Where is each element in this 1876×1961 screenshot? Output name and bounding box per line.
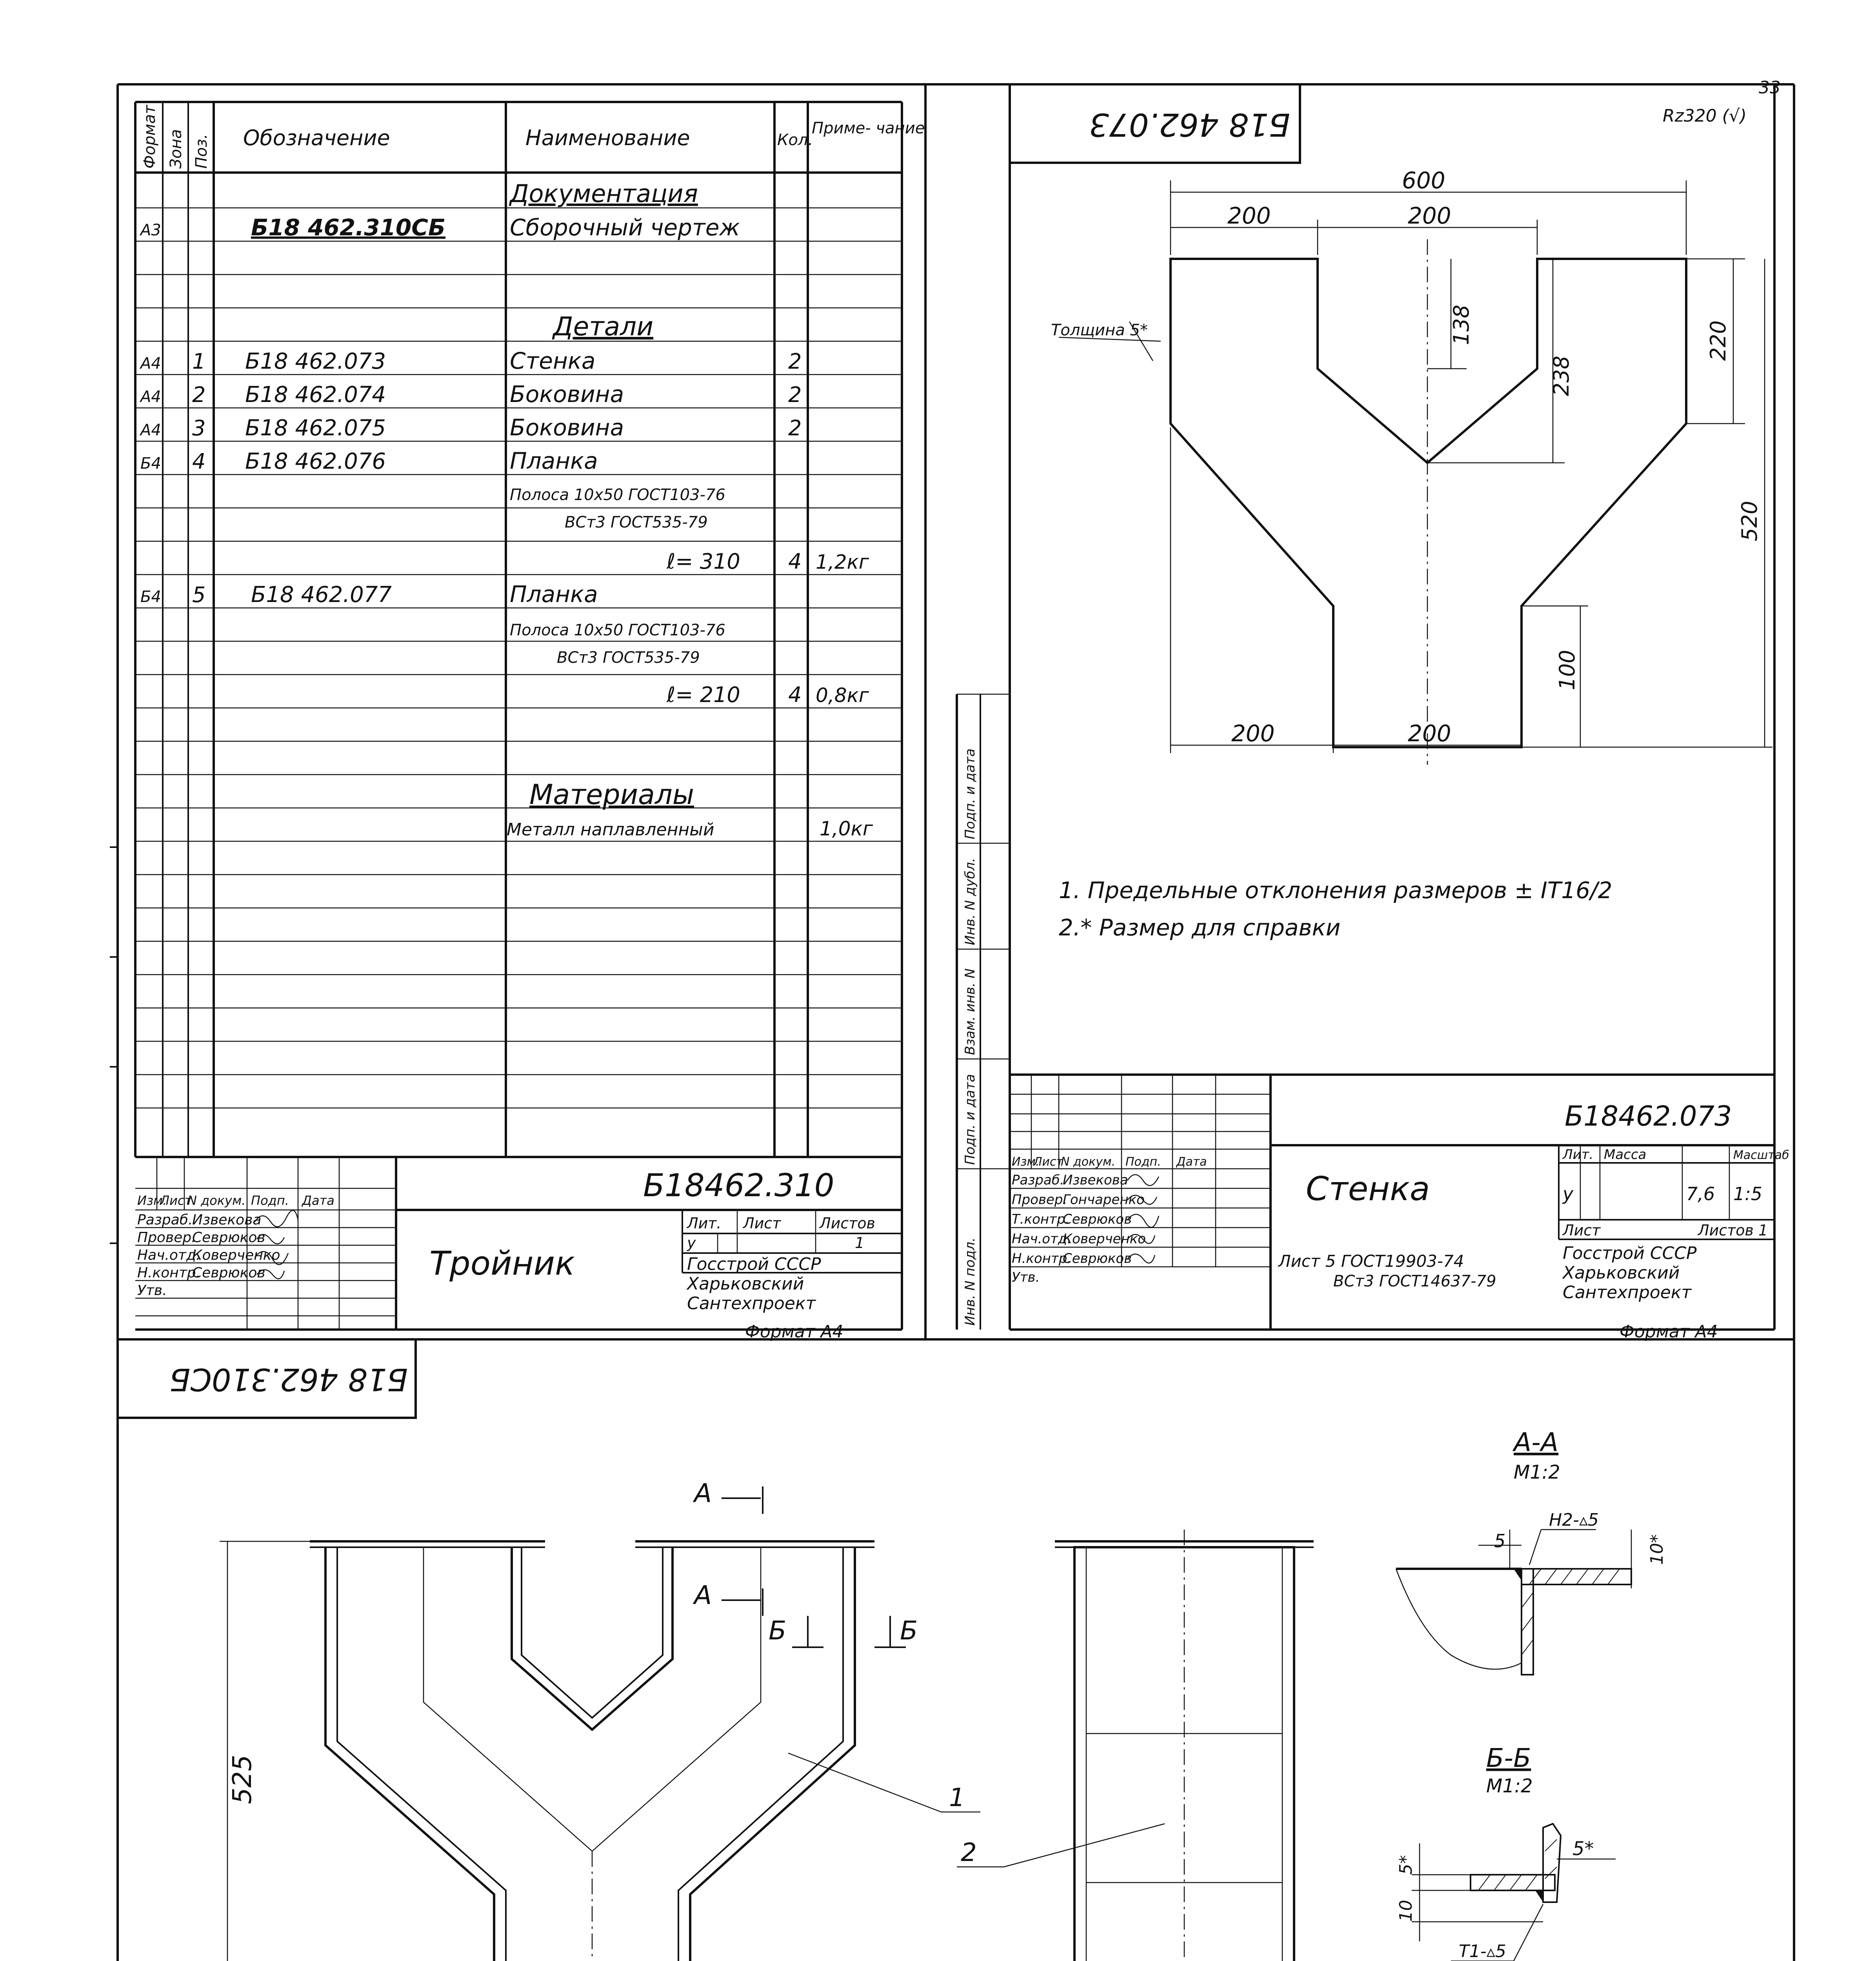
doc-format: А3 (140, 221, 161, 239)
svg-text:Подп. и дата: Подп. и дата (962, 1074, 978, 1165)
svg-text:200: 200 (1408, 720, 1451, 747)
spec-title-block (118, 1157, 902, 1342)
svg-text:Гончаренко: Гончаренко (1063, 1192, 1145, 1208)
svg-text:А: А (694, 1580, 712, 1610)
part-row (139, 347, 802, 374)
svg-text:Н.контр.: Н.контр. (137, 1265, 201, 1281)
svg-text:4: 4 (192, 449, 206, 474)
svg-text:Планка: Планка (510, 448, 598, 474)
svg-text:Провер.: Провер. (1012, 1192, 1067, 1208)
svg-text:N докум.: N докум. (1061, 1155, 1116, 1169)
part-format: Формат А4 (1620, 1322, 1718, 1342)
svg-text:Лист: Лист (743, 1215, 781, 1232)
svg-text:1: 1 (855, 1234, 865, 1252)
svg-text:Лит.: Лит. (1563, 1147, 1594, 1162)
strip4-line-b: ВСт3 ГОСТ535-79 (565, 513, 708, 531)
svg-text:Листов 1: Листов 1 (1698, 1222, 1768, 1239)
svg-text:Сантехпроект: Сантехпроект (687, 1293, 816, 1313)
len4: ℓ= 310 (667, 549, 740, 574)
svg-text:Лит.: Лит. (687, 1215, 722, 1232)
spec-format: Формат А4 (745, 1322, 843, 1342)
assembly-drawing (59, 1339, 1802, 1961)
svg-text:Изм.: Изм. (1012, 1155, 1040, 1169)
svg-text:Нач.отд.: Нач.отд. (137, 1247, 201, 1263)
svg-text:N докум.: N докум. (187, 1193, 246, 1208)
svg-text:Б-Б: Б-Б (1486, 1743, 1531, 1773)
hdr-pos: Поз. (193, 134, 211, 169)
svg-text:Провер.: Провер. (137, 1230, 196, 1246)
svg-text:Листов: Листов (820, 1215, 875, 1232)
svg-text:10*: 10* (1647, 1534, 1667, 1565)
svg-text:10: 10 (1396, 1900, 1416, 1922)
hdr-name: Наименование (525, 126, 690, 150)
svg-text:Н.контр.: Н.контр. (1012, 1251, 1072, 1266)
qty5: 4 (788, 682, 802, 707)
section-materials: Материалы (529, 779, 694, 811)
svg-text:А-А: А-А (1514, 1427, 1559, 1457)
svg-text:Харьковский: Харьковский (1563, 1263, 1680, 1283)
svg-text:Госстрой СССР: Госстрой СССР (1563, 1243, 1697, 1263)
svg-text:5: 5 (192, 582, 206, 607)
spec-title-code: Б18462.310 (643, 1167, 834, 1204)
svg-text:Дата: Дата (302, 1193, 334, 1208)
svg-text:100: 100 (1555, 649, 1580, 690)
part-material-b: ВСт3 ГОСТ14637-79 (1333, 1272, 1496, 1290)
svg-text:200: 200 (1231, 720, 1275, 747)
svg-text:Извекова: Извекова (1063, 1172, 1128, 1188)
svg-text:5*: 5* (1572, 1838, 1594, 1860)
section-aa (1396, 1427, 1667, 1675)
svg-text:525: 525 (227, 1755, 257, 1804)
svg-text:5: 5 (1494, 1530, 1506, 1552)
material: Металл наплавленный (507, 820, 714, 840)
svg-text:200: 200 (1408, 202, 1451, 229)
svg-text:200: 200 (1227, 202, 1271, 229)
svg-text:Б: Б (900, 1615, 918, 1646)
svg-text:Харьковский: Харьковский (687, 1274, 804, 1294)
svg-text:Инв. N подл.: Инв. N подл. (962, 1237, 978, 1326)
roughness: Rz320 (√) (1663, 106, 1747, 126)
hdr-zone: Зона (167, 129, 185, 169)
svg-text:Коверченко: Коверченко (1063, 1231, 1146, 1247)
assembly-rotated-code: Б18 462.310СБ (169, 1361, 408, 1397)
plate-outline (1171, 259, 1686, 747)
strip5-line-a: Полоса 10х50 ГОСТ103-76 (510, 621, 725, 639)
svg-text:Масса: Масса (1604, 1147, 1647, 1162)
part-drawing-073 (957, 84, 1789, 1342)
svg-text:Севрюков: Севрюков (1063, 1212, 1132, 1227)
thickness-note: Толщина 5* (1051, 321, 1148, 339)
spec-table (110, 102, 925, 1961)
svg-text:А4: А4 (140, 388, 161, 406)
svg-text:2: 2 (788, 416, 802, 440)
part-title-name: Стенка (1306, 1170, 1430, 1208)
svg-text:Подп.: Подп. (251, 1193, 289, 1208)
svg-text:Т.контр.: Т.контр. (1012, 1212, 1070, 1227)
svg-text:Подп.: Подп. (1125, 1155, 1161, 1169)
svg-text:Б18 462.073: Б18 462.073 (245, 349, 386, 374)
svg-text:Т1-▵5: Т1-▵5 (1459, 1941, 1506, 1961)
svg-text:Н2-▵5: Н2-▵5 (1549, 1510, 1599, 1530)
svg-text:Б18 462.077: Б18 462.077 (251, 582, 392, 608)
note4: 1,2кг (816, 551, 869, 573)
part-note-2: 2.* Размер для справки (1059, 914, 1341, 941)
svg-text:600: 600 (1402, 167, 1445, 194)
hdr-format: Формат (141, 105, 159, 169)
svg-text:220: 220 (1706, 320, 1731, 361)
svg-text:М1:2: М1:2 (1486, 1775, 1533, 1797)
svg-text:Планка: Планка (510, 581, 598, 608)
svg-text:2: 2 (961, 1838, 977, 1867)
svg-text:у: у (687, 1234, 696, 1252)
page-number: 33 (1759, 78, 1781, 98)
strip4-line-a: Полоса 10х50 ГОСТ103-76 (510, 486, 725, 504)
svg-text:2: 2 (788, 382, 802, 407)
svg-text:238: 238 (1549, 355, 1574, 396)
mat-note: 1,0кг (820, 817, 873, 840)
note5: 0,8кг (816, 684, 869, 707)
svg-text:Изм.: Изм. (137, 1193, 167, 1208)
part-row (139, 381, 802, 407)
svg-text:Утв.: Утв. (137, 1282, 167, 1299)
doc-name: Сборочный чертеж (510, 214, 740, 241)
spec-title-name: Тройник (429, 1244, 575, 1282)
qty4: 4 (788, 549, 802, 574)
svg-text:Боковина: Боковина (510, 414, 624, 441)
svg-text:Сантехпроект: Сантехпроект (1563, 1282, 1692, 1302)
svg-text:Госстрой СССР: Госстрой СССР (687, 1254, 821, 1274)
svg-text:Извекова: Извекова (192, 1212, 262, 1228)
svg-text:Лист: Лист (1033, 1155, 1063, 1169)
svg-text:1: 1 (949, 1783, 965, 1812)
doc-designation: Б18 462.310СБ (251, 214, 446, 241)
svg-text:5*: 5* (1396, 1855, 1416, 1875)
svg-text:Б4: Б4 (140, 588, 161, 606)
svg-text:Б4: Б4 (140, 455, 161, 473)
svg-text:Боковина: Боковина (510, 381, 624, 407)
svg-text:Стенка: Стенка (510, 347, 596, 374)
rotated-code: Б18 462.073 (1089, 106, 1290, 143)
svg-text:Масштаб: Масштаб (1733, 1148, 1789, 1162)
svg-text:2: 2 (788, 349, 802, 374)
side-view (957, 1530, 1314, 1961)
section-bb (1396, 1743, 1616, 1961)
section-docs: Документация (510, 179, 698, 208)
svg-text:Б18 462.074: Б18 462.074 (245, 382, 386, 407)
svg-text:1: 1 (192, 349, 206, 374)
hdr-qty: Кол. (777, 131, 813, 149)
part-title-code: Б18462.073 (1565, 1100, 1732, 1132)
part-material-a: Лист 5 ГОСТ19903-74 (1278, 1252, 1464, 1271)
part-row (139, 414, 802, 441)
part-note-1: 1. Предельные отклонения размеров ± IT16/2 (1059, 877, 1612, 904)
svg-text:Утв.: Утв. (1012, 1270, 1040, 1285)
part-row (140, 581, 598, 608)
len5: ℓ= 210 (667, 682, 740, 707)
svg-text:Взам. инв. N: Взам. инв. N (962, 968, 978, 1055)
svg-text:1:5: 1:5 (1733, 1183, 1763, 1204)
part-row (140, 448, 598, 474)
svg-text:Б18 462.076: Б18 462.076 (245, 449, 386, 474)
svg-text:Б18 462.075: Б18 462.075 (245, 415, 386, 441)
svg-text:138: 138 (1449, 304, 1474, 345)
svg-text:2: 2 (192, 382, 206, 407)
svg-text:Разраб.: Разраб. (1012, 1172, 1064, 1188)
hdr-note: Приме- чание (812, 119, 925, 137)
svg-text:А4: А4 (140, 355, 161, 373)
front-view (220, 1478, 980, 1961)
svg-text:А4: А4 (140, 421, 161, 439)
svg-text:520: 520 (1737, 500, 1762, 541)
svg-text:Лист: Лист (1563, 1222, 1601, 1239)
hdr-designation: Обозначение (243, 126, 390, 150)
svg-text:7,6: 7,6 (1686, 1183, 1715, 1204)
svg-text:3: 3 (192, 416, 206, 440)
svg-text:Подп. и дата: Подп. и дата (962, 748, 978, 839)
svg-text:Коверченко: Коверченко (192, 1247, 280, 1263)
svg-text:Дата: Дата (1176, 1155, 1207, 1169)
svg-text:у: у (1563, 1183, 1574, 1204)
svg-text:Севрюков: Севрюков (1063, 1251, 1132, 1266)
svg-text:Нач.отд.: Нач.отд. (1012, 1231, 1072, 1247)
svg-text:Б: Б (769, 1615, 787, 1646)
strip5-line-b: ВСт3 ГОСТ535-79 (557, 649, 700, 667)
svg-text:М1:2: М1:2 (1514, 1461, 1560, 1483)
svg-text:Севрюков: Севрюков (192, 1230, 265, 1246)
svg-text:Севрюков: Севрюков (192, 1265, 265, 1281)
svg-text:Лист: Лист (160, 1193, 192, 1208)
svg-text:А: А (694, 1478, 712, 1508)
svg-text:Разраб.: Разраб. (137, 1212, 193, 1228)
svg-text:Инв. N дубл.: Инв. N дубл. (962, 858, 978, 945)
section-parts: Детали (553, 311, 654, 342)
